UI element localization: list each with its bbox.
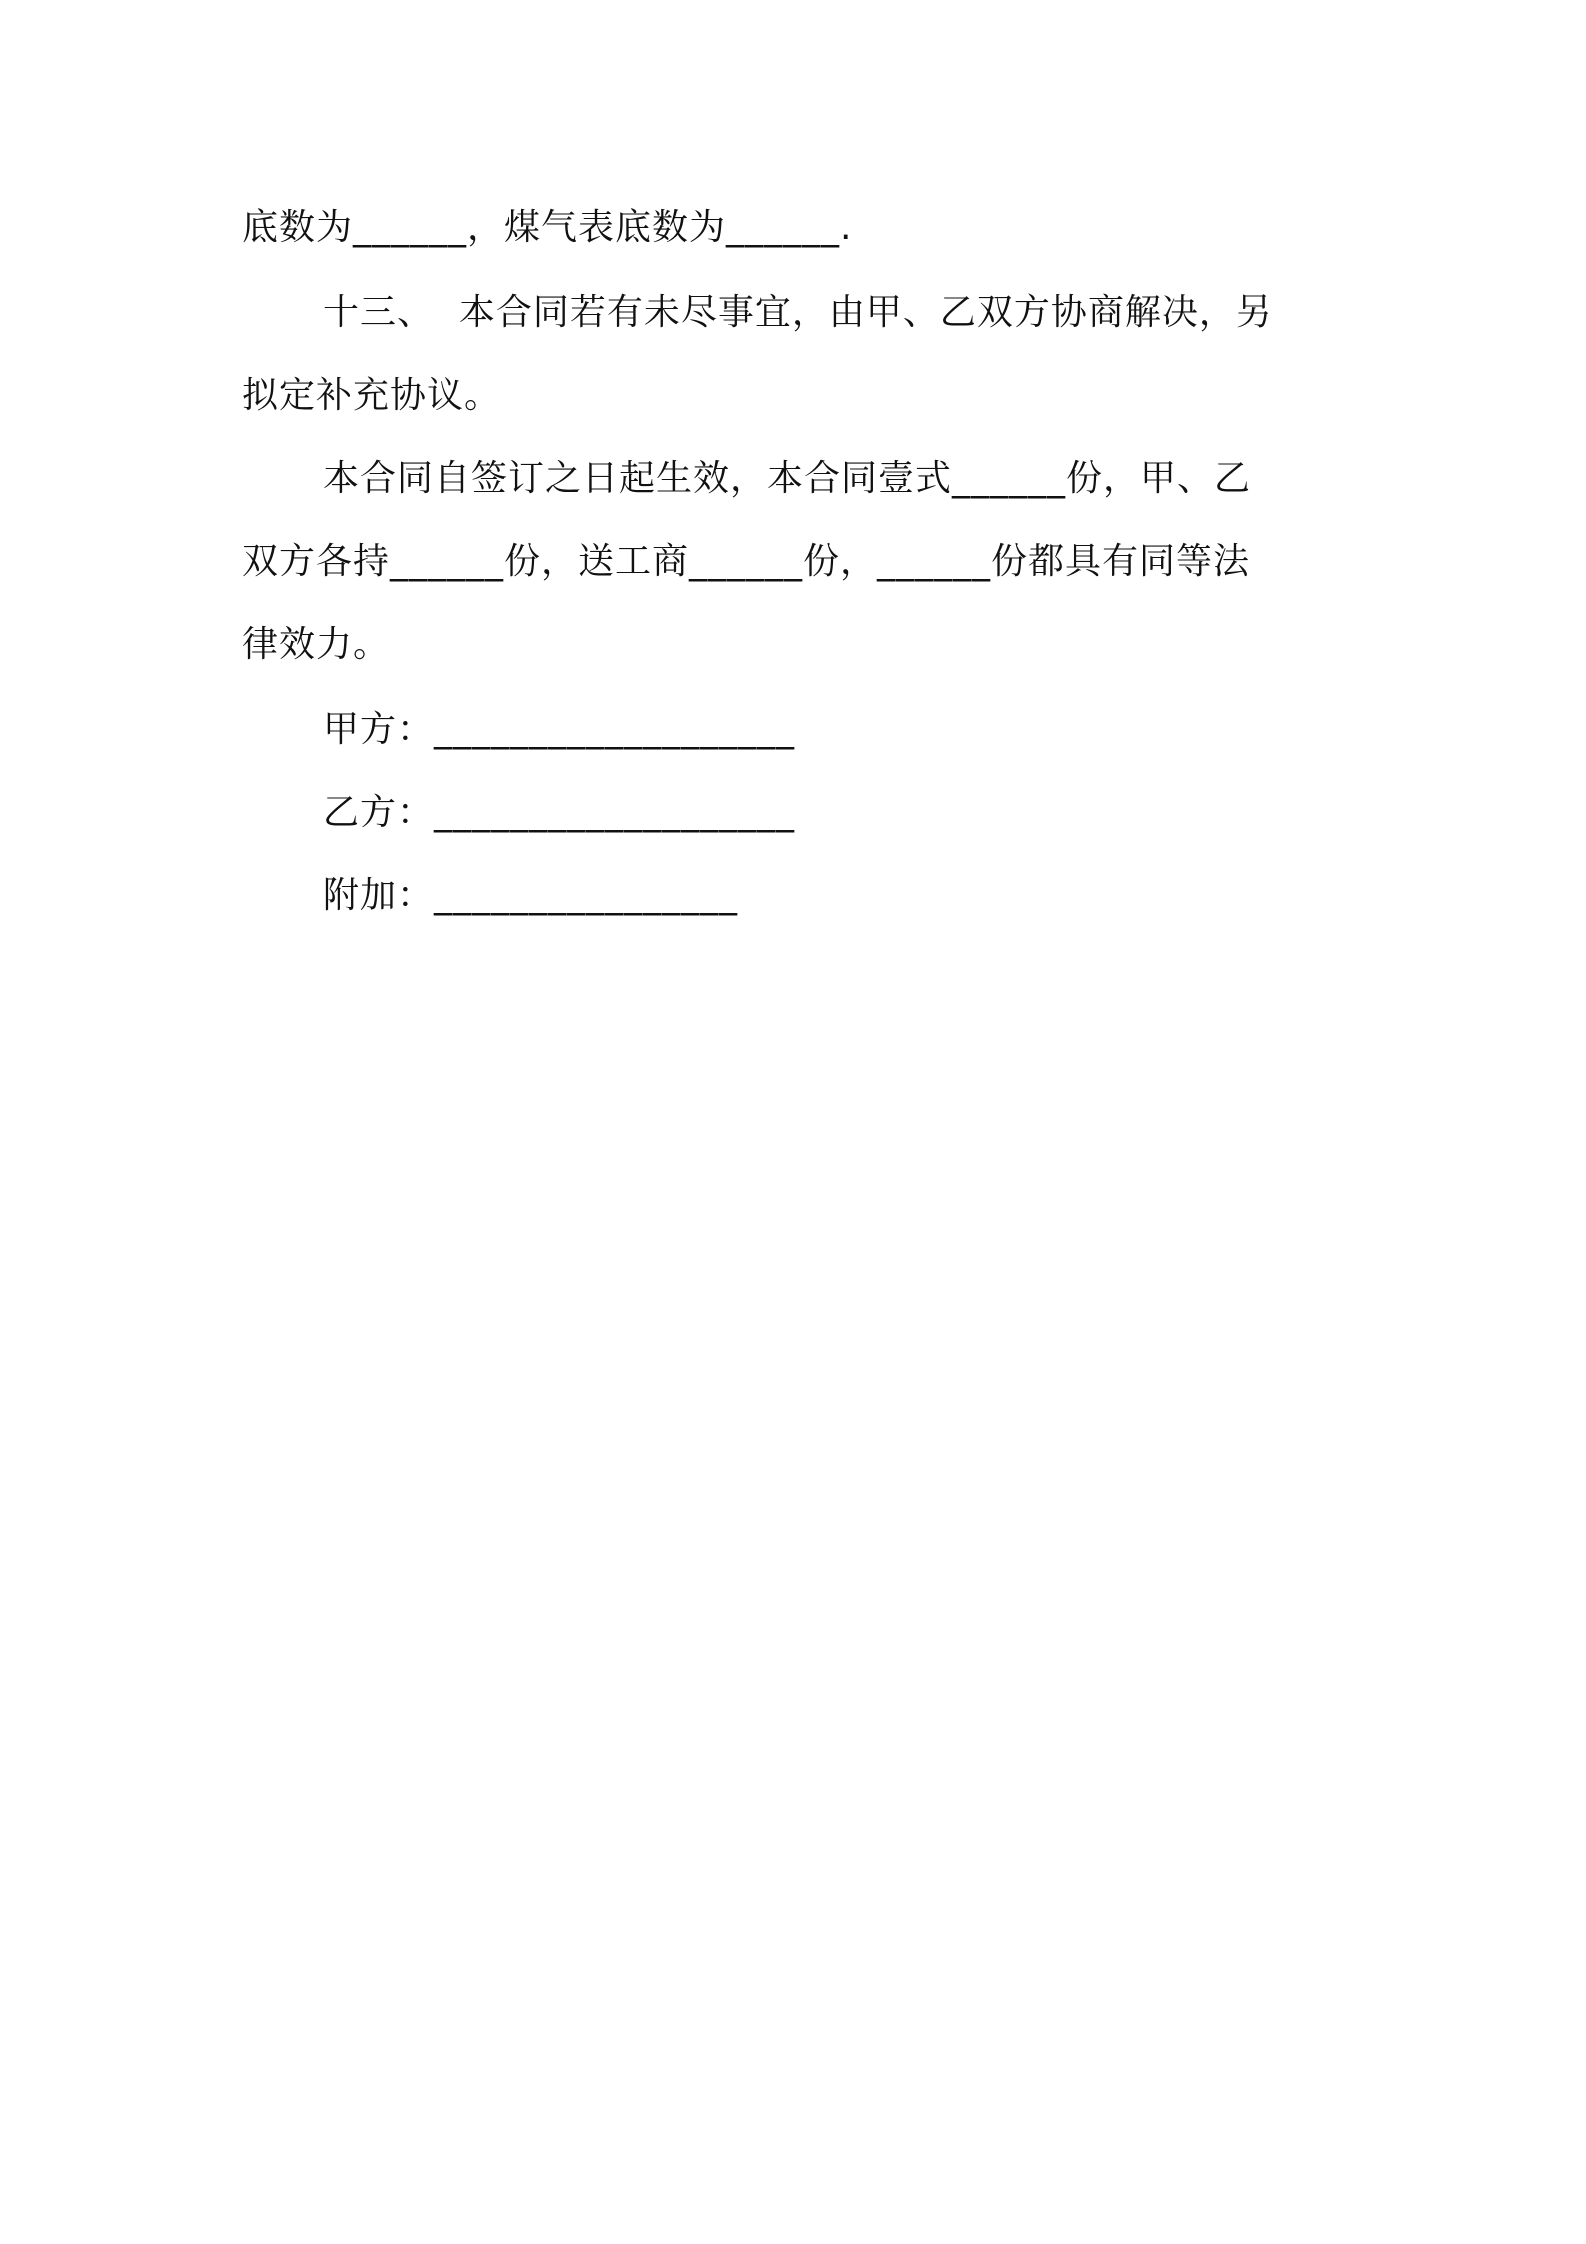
clause-13-line-1: 十三、 本合同若有未尽事宜，由甲、乙双方协商解决，另 [323, 292, 1273, 333]
meter-reading-line: 底数为______，煤气表底数为______. [242, 207, 853, 248]
effectiveness-line-1: 本合同自签订之日起生效，本合同壹式______份，甲、乙 [323, 458, 1252, 499]
appendix-line: 附加：________________ [323, 875, 739, 916]
party-b-signature-line: 乙方：___________________ [323, 792, 796, 833]
effectiveness-line-2: 双方各持______份，送工商______份，______份都具有同等法 [242, 541, 1251, 582]
effectiveness-line-3: 律效力。 [242, 624, 391, 665]
party-a-signature-line: 甲方：___________________ [323, 709, 796, 750]
clause-13-line-2: 拟定补充协议。 [242, 375, 502, 416]
